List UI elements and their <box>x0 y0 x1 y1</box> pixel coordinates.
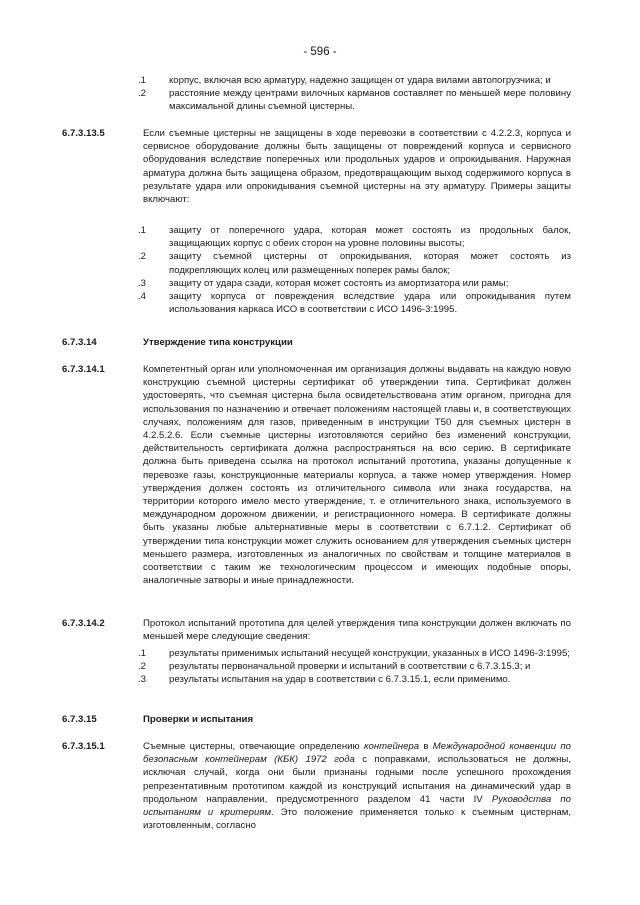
list-item-text: защиту от удара сзади, которая может состоять из амортизатора или рамы; <box>169 277 509 289</box>
section-6-7-3-15 <box>62 713 571 726</box>
section-6-7-3-15-1 <box>62 740 571 832</box>
section-6-7-3-13-5 <box>62 127 571 206</box>
list-marker: .1 <box>138 75 147 86</box>
list-item <box>62 224 571 250</box>
list-marker: .3 <box>138 277 147 289</box>
list-item-text: корпус, включая всю арматуру, надежно защищен от удара вилами автопогрузчика; и <box>169 75 551 86</box>
section-number: 6.7.3.14.1 <box>62 364 105 375</box>
section-number: 6.7.3.15 <box>62 714 97 725</box>
section-heading: Проверки и испытания <box>143 714 254 725</box>
section-text: Компетентный орган или уполномоченная им организация должны выдавать на каждую новую конструкцию съемной цистерны сертификат об утверждении типа. Сертификат должен удостоверять, что съемная цистерна была освидетельствована этим органом, пригодна для использования по назначению и отвечает положениям настоящей главы и, в соответствующих случаях, положениям для газов, приведенным в инструкции T50 для съемных цистерн в 4.2.5.2.6. Если съемные цистерны изготовляются серийно без изменений конструкции, действительность сертификата должна распространяться на всю серию. В сертификате должна быть приведена ссылка на протокол испытаний прототипа, указаны допущенные к перевозке газы, конструкционные материалы корпуса, а также номер утверждения. Номер утверждения должен состоять из отличительного символа или знака государства, на территории которого имело место утверждение, т. е отличительного знака, используемого в международном дорожном движении, и регистрационного номера. В сертификате должны быть указаны любые альтернативные меры в соответствии с 6.7.1.2. Сертификат об утверждении типа конструкции может служить основанием для утверждения съемных цистерн меньшего размера, изготовленных из аналогичных по свойствам и толщине материалов в соответствии с таким же технологическим процессом и имеющих подобные опоры, аналогичные затворы и иные принадлежности. <box>143 364 571 587</box>
list-item-text: защиту корпуса от повреждения вследствие удара или опрокидывания путем использования каркаса ИСО в соответствии с ИСО 1496-3:1995. <box>169 291 571 316</box>
list-marker: .1 <box>138 648 147 659</box>
text-run: с поправками, использоваться не должны, исключая случай, когда они были признаны годными после успешного прохождения репрезентативным прототипом каждой из конструкций испытания на динамический удар в продольном направлении, предусмотренного разделом 41 части IV <box>143 754 571 805</box>
text-run: в <box>419 741 433 752</box>
list-item <box>62 87 571 113</box>
list-item <box>62 250 571 276</box>
list-item-text: расстояние между центрами вилочных карманов составляет по меньшей мере половину максимальной длины съемной цистерны. <box>169 88 571 113</box>
section-number: 6.7.3.14 <box>62 337 97 348</box>
list-item <box>62 277 571 290</box>
list-item <box>62 647 571 660</box>
section-heading: Утверждение типа конструкции <box>143 337 293 348</box>
italic-term: контейнера <box>364 741 420 752</box>
section-6-7-3-14-2 <box>62 617 571 643</box>
list-marker: .3 <box>138 674 147 686</box>
section-number: 6.7.3.14.2 <box>62 618 105 629</box>
list-marker: .2 <box>138 251 147 263</box>
section-text <box>143 740 571 832</box>
list-item <box>62 290 571 316</box>
text-run: . Это положение применяется только к съемным цистернам, изготовленным, согласно <box>143 807 571 832</box>
list-item-text: защиту от поперечного удара, которая может состоять из продольных балок, защищающих корпус с обеих сторон на уровне половины высоты; <box>169 225 571 250</box>
list-item <box>62 660 571 673</box>
text-run: Съемные цистерны, отвечающие определению <box>143 741 364 752</box>
section-6-7-3-14 <box>62 336 571 349</box>
section-text: Протокол испытаний прототипа для целей утверждения типа конструкции должен включать по меньшей мере следующие сведения: <box>143 618 571 643</box>
italic-reference: Международной конвенции по безопасным контейнерам (КБК) 1972 года <box>143 741 571 766</box>
list-marker: .1 <box>138 225 147 236</box>
list-marker: .2 <box>138 88 147 100</box>
list-marker: .2 <box>138 661 147 673</box>
list-item-text: результаты испытания на удар в соответствии с 6.7.3.15.1, если применимо. <box>169 674 511 686</box>
continued-list <box>62 74 571 114</box>
list-item <box>62 673 571 686</box>
list-marker: .4 <box>138 291 147 303</box>
section-number: 6.7.3.13.5 <box>62 128 105 139</box>
report-list <box>62 647 571 687</box>
italic-reference: Руководства по испытаниям и критериям <box>143 793 571 819</box>
section-number: 6.7.3.15.1 <box>62 741 105 752</box>
list-item-text: результаты первоначальной проверки и испытаний в соответствии с 6.7.3.15.3; и <box>169 661 531 673</box>
protection-list <box>62 224 571 316</box>
section-text: Если съемные цистерны не защищены в ходе перевозки в соответствии с 4.2.2.3, корпуса и сервисное оборудование должны быть защищены от повреждений корпуса и сервисного оборудования вследствие поперечных или продольных ударов и опрокидывания. Наружная арматура должна быть защищена образом, предотвращающим выход содержимого корпуса в результате удара или опрокидывания съемной цистерны на эту арматуру. Примеры защиты включают: <box>143 128 571 206</box>
section-6-7-3-14-1 <box>62 363 571 587</box>
page-number: - 596 - <box>303 46 337 58</box>
list-item-text: результаты применимых испытаний несущей конструкции, указанных в ИСО 1496-3:1995; <box>169 648 570 659</box>
list-item <box>62 74 571 87</box>
list-item-text: защиту съемной цистерны от опрокидывания, которая может состоять из подкрепляющих колец или размещенных поперек рамы балок; <box>169 251 571 276</box>
